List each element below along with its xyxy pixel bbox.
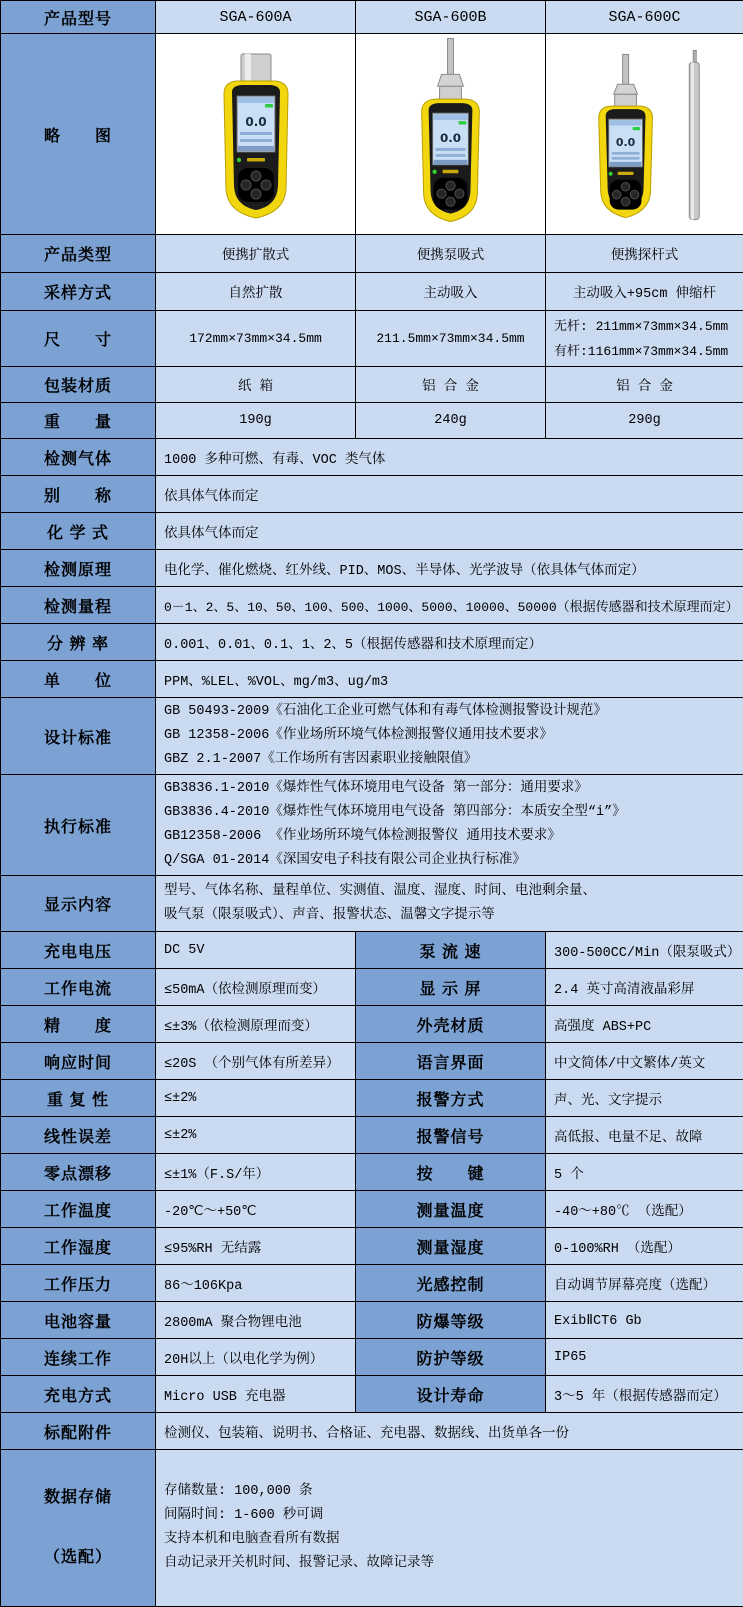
cell-light-control: 自动调节屏幕亮度（选配） — [546, 1265, 743, 1302]
gas-detector-probe-rod-icon — [546, 36, 743, 232]
cell-alias: 依具体气体而定 — [156, 476, 743, 513]
cell-working-temp: -20℃～+50℃ — [156, 1191, 356, 1228]
row-label: 电池容量 — [1, 1302, 156, 1339]
label-line: 数据存储 — [1, 1486, 155, 1510]
cell-battery: 2800mA 聚合物锂电池 — [156, 1302, 356, 1339]
row-label-model: 产品型号 — [1, 1, 156, 34]
cell-weight-a: 190g — [156, 403, 356, 439]
standard-line: GB 12358-2006《作业场所环境气体检测报警仪通用技术要求》 — [164, 724, 735, 748]
row-label: 显示内容 — [1, 876, 156, 932]
row-label: 防爆等级 — [356, 1302, 546, 1339]
table-row-exec-standard — [1, 775, 743, 876]
cell-dimensions-b: 211.5mm×73mm×34.5mm — [356, 311, 546, 367]
table-row-principle — [1, 550, 743, 587]
table-row-accessories — [1, 1413, 743, 1450]
svg-text:0.0: 0.0 — [440, 131, 461, 145]
cell-charge-voltage: DC 5V — [156, 932, 356, 969]
cell-alarm-signal: 高低报、电量不足、故障 — [546, 1117, 743, 1154]
row-label: 充电方式 — [1, 1376, 156, 1413]
row-label: 包装材质 — [1, 367, 156, 403]
standard-line: GB12358-2006 《作业场所环境气体检测报警仪 通用技术要求》 — [164, 825, 735, 849]
model-name-c: SGA-600C — [546, 1, 743, 34]
standard-line: Q/SGA 01-2014《深国安电子科技有限公司企业执行标准》 — [164, 849, 735, 873]
cell-sampling-a: 自然扩散 — [156, 273, 356, 311]
cell-language: 中文简体/中文繁体/英文 — [546, 1043, 743, 1080]
cell-product-type-c: 便携探杆式 — [546, 235, 743, 273]
table-row-split — [1, 1043, 743, 1080]
table-row-split — [1, 1265, 743, 1302]
cell-pump-flow: 300-500CC/Min（限泵吸式） — [546, 932, 743, 969]
cell-formula: 依具体气体而定 — [156, 513, 743, 550]
svg-text:0.0: 0.0 — [616, 136, 636, 149]
cell-protection-grade: IP65 — [546, 1339, 743, 1376]
row-label: 设计标准 — [1, 698, 156, 775]
content-line: 吸气泵（限泵吸式）、声音、报警状态、温馨文字提示等 — [164, 904, 735, 928]
table-row-product-type — [1, 235, 743, 273]
row-label: 重 复 性 — [1, 1080, 156, 1117]
cell-dimensions-a: 172mm×73mm×34.5mm — [156, 311, 356, 367]
cell-working-pressure: 86～106Kpa — [156, 1265, 356, 1302]
cell-design-life: 3～5 年（根据传感器而定） — [546, 1376, 743, 1413]
row-label: 测量湿度 — [356, 1228, 546, 1265]
cell-storage — [156, 1450, 743, 1607]
cell-working-humidity: ≤95%RH 无结露 — [156, 1228, 356, 1265]
cell-product-type-a: 便携扩散式 — [156, 235, 356, 273]
cell-gas: 1000 多种可燃、有毒、VOC 类气体 — [156, 439, 743, 476]
row-label: 检测原理 — [1, 550, 156, 587]
cell-principle: 电化学、催化燃烧、红外线、PID、MOS、半导体、光学波导（依具体气体而定） — [156, 550, 743, 587]
storage-line: 自动记录开关机时间、报警记录、故障记录等 — [164, 1552, 735, 1576]
table-row-split — [1, 1302, 743, 1339]
table-row-split — [1, 1376, 743, 1413]
cell-resolution: 0.001、0.01、0.1、1、2、5（根据传感器和技术原理而定） — [156, 624, 743, 661]
cell-explosion-proof: ExibⅡCT6 Gb — [546, 1302, 743, 1339]
table-row-split — [1, 1154, 743, 1191]
row-label: 按 键 — [356, 1154, 546, 1191]
cell-display-screen: 2.4 英寸高清液晶彩屏 — [546, 969, 743, 1006]
row-label: 分 辨 率 — [1, 624, 156, 661]
row-label: 显 示 屏 — [356, 969, 546, 1006]
row-label: 别 称 — [1, 476, 156, 513]
model-name-a: SGA-600A — [156, 1, 356, 34]
table-row-split — [1, 932, 743, 969]
table-row-split — [1, 1080, 743, 1117]
row-label: 线性误差 — [1, 1117, 156, 1154]
cell-product-type-b: 便携泵吸式 — [356, 235, 546, 273]
svg-text:0.0: 0.0 — [245, 115, 266, 129]
table-row-formula — [1, 513, 743, 550]
row-label: 响应时间 — [1, 1043, 156, 1080]
row-label: 尺 寸 — [1, 311, 156, 367]
cell-buttons: 5 个 — [546, 1154, 743, 1191]
cell-linear-error: ≤±2% — [156, 1117, 356, 1154]
cell-measure-humidity: 0-100%RH （选配） — [546, 1228, 743, 1265]
cell-dimensions-c — [546, 311, 743, 367]
sketch-cell-a — [156, 34, 356, 235]
cell-repeatability: ≤±2% — [156, 1080, 356, 1117]
cell-alarm-mode: 声、光、文字提示 — [546, 1080, 743, 1117]
table-row-split — [1, 969, 743, 1006]
row-label: 产品类型 — [1, 235, 156, 273]
row-label: 设计寿命 — [356, 1376, 546, 1413]
row-label: 光感控制 — [356, 1265, 546, 1302]
row-label: 检测量程 — [1, 587, 156, 624]
label-line: （选配） — [1, 1546, 155, 1570]
cell-charge-mode: Micro USB 充电器 — [156, 1376, 356, 1413]
table-row-sketch — [1, 34, 743, 235]
row-label: 工作温度 — [1, 1191, 156, 1228]
row-label: 精 度 — [1, 1006, 156, 1043]
cell-sampling-b: 主动吸入 — [356, 273, 546, 311]
table-row-split — [1, 1191, 743, 1228]
row-label: 防护等级 — [356, 1339, 546, 1376]
table-row-resolution — [1, 624, 743, 661]
standard-line: GB 50493-2009《石油化工企业可燃气体和有毒气体检测报警设计规范》 — [164, 700, 735, 724]
row-label: 标配附件 — [1, 1413, 156, 1450]
cell-measure-temp: -40～+80℃ （选配） — [546, 1191, 743, 1228]
table-row-header — [1, 1, 743, 34]
row-label: 工作电流 — [1, 969, 156, 1006]
sketch-cell-c — [546, 34, 743, 235]
table-row-split — [1, 1117, 743, 1154]
gas-detector-diffusion-icon — [161, 36, 351, 232]
storage-line: 存储数量: 100,000 条 — [164, 1480, 735, 1504]
table-row-dimensions — [1, 311, 743, 367]
table-row-sampling — [1, 273, 743, 311]
storage-line: 支持本机和电脑查看所有数据 — [164, 1528, 735, 1552]
row-label-sketch: 略 图 — [1, 34, 156, 235]
content-line: 型号、气体名称、量程单位、实测值、温度、湿度、时间、电池剩余量、 — [164, 880, 735, 904]
table-row-storage — [1, 1450, 743, 1607]
row-label: 报警信号 — [356, 1117, 546, 1154]
table-row-unit — [1, 661, 743, 698]
cell-exec-standard — [156, 775, 743, 876]
table-row-packaging — [1, 367, 743, 403]
table-row-design-standard — [1, 698, 743, 775]
row-label: 工作压力 — [1, 1265, 156, 1302]
row-label: 测量温度 — [356, 1191, 546, 1228]
cell-unit: PPM、%LEL、%VOL、mg/m3、ug/m3 — [156, 661, 743, 698]
row-label: 化 学 式 — [1, 513, 156, 550]
cell-design-standard — [156, 698, 743, 775]
row-label: 采样方式 — [1, 273, 156, 311]
row-label: 充电电压 — [1, 932, 156, 969]
row-label: 检测气体 — [1, 439, 156, 476]
cell-range: 0－1、2、5、10、50、100、500、1000、5000、10000、50000（根据传感器和技术原理而定） — [156, 587, 743, 624]
cell-accuracy: ≤±3%（依检测原理而变） — [156, 1006, 356, 1043]
dimension-line: 无杆: 211mm×73mm×34.5mm — [554, 314, 735, 339]
cell-shell-material: 高强度 ABS+PC — [546, 1006, 743, 1043]
table-row-gas — [1, 439, 743, 476]
row-label-storage — [1, 1450, 156, 1607]
sketch-cell-b — [356, 34, 546, 235]
cell-response-time: ≤20S （个别气体有所差异） — [156, 1043, 356, 1080]
row-label: 工作湿度 — [1, 1228, 156, 1265]
cell-sampling-c: 主动吸入+95cm 伸缩杆 — [546, 273, 743, 311]
table-row-split — [1, 1006, 743, 1043]
cell-working-current: ≤50mA（依检测原理而变） — [156, 969, 356, 1006]
dimension-line: 有杆:1161mm×73mm×34.5mm — [554, 339, 735, 364]
cell-packaging-b: 铝 合 金 — [356, 367, 546, 403]
row-label: 零点漂移 — [1, 1154, 156, 1191]
model-name-b: SGA-600B — [356, 1, 546, 34]
standard-line: GBZ 2.1-2007《工作场所有害因素职业接触限值》 — [164, 748, 735, 772]
row-label: 报警方式 — [356, 1080, 546, 1117]
cell-continuous-work: 20H以上（以电化学为例） — [156, 1339, 356, 1376]
cell-display-content — [156, 876, 743, 932]
row-label: 语言界面 — [356, 1043, 546, 1080]
cell-zero-drift: ≤±1%（F.S/年） — [156, 1154, 356, 1191]
row-label: 单 位 — [1, 661, 156, 698]
cell-weight-b: 240g — [356, 403, 546, 439]
standard-line: GB3836.4-2010《爆炸性气体环境用电气设备 第四部分：本质安全型“i”》 — [164, 801, 735, 825]
cell-packaging-a: 纸 箱 — [156, 367, 356, 403]
row-label: 连续工作 — [1, 1339, 156, 1376]
row-label: 泵 流 速 — [356, 932, 546, 969]
row-label: 重 量 — [1, 403, 156, 439]
cell-packaging-c: 铝 合 金 — [546, 367, 743, 403]
table-row-weight — [1, 403, 743, 439]
cell-weight-c: 290g — [546, 403, 743, 439]
table-row-range — [1, 587, 743, 624]
storage-line: 间隔时间: 1-600 秒可调 — [164, 1504, 735, 1528]
gas-detector-pump-icon — [356, 36, 545, 232]
table-row-alias — [1, 476, 743, 513]
table-row-display-content — [1, 876, 743, 932]
table-row-split — [1, 1339, 743, 1376]
row-label: 外壳材质 — [356, 1006, 546, 1043]
table-row-split — [1, 1228, 743, 1265]
row-label: 执行标准 — [1, 775, 156, 876]
cell-accessories: 检测仪、包装箱、说明书、合格证、充电器、数据线、出货单各一份 — [156, 1413, 743, 1450]
standard-line: GB3836.1-2010《爆炸性气体环境用电气设备 第一部分：通用要求》 — [164, 777, 735, 801]
